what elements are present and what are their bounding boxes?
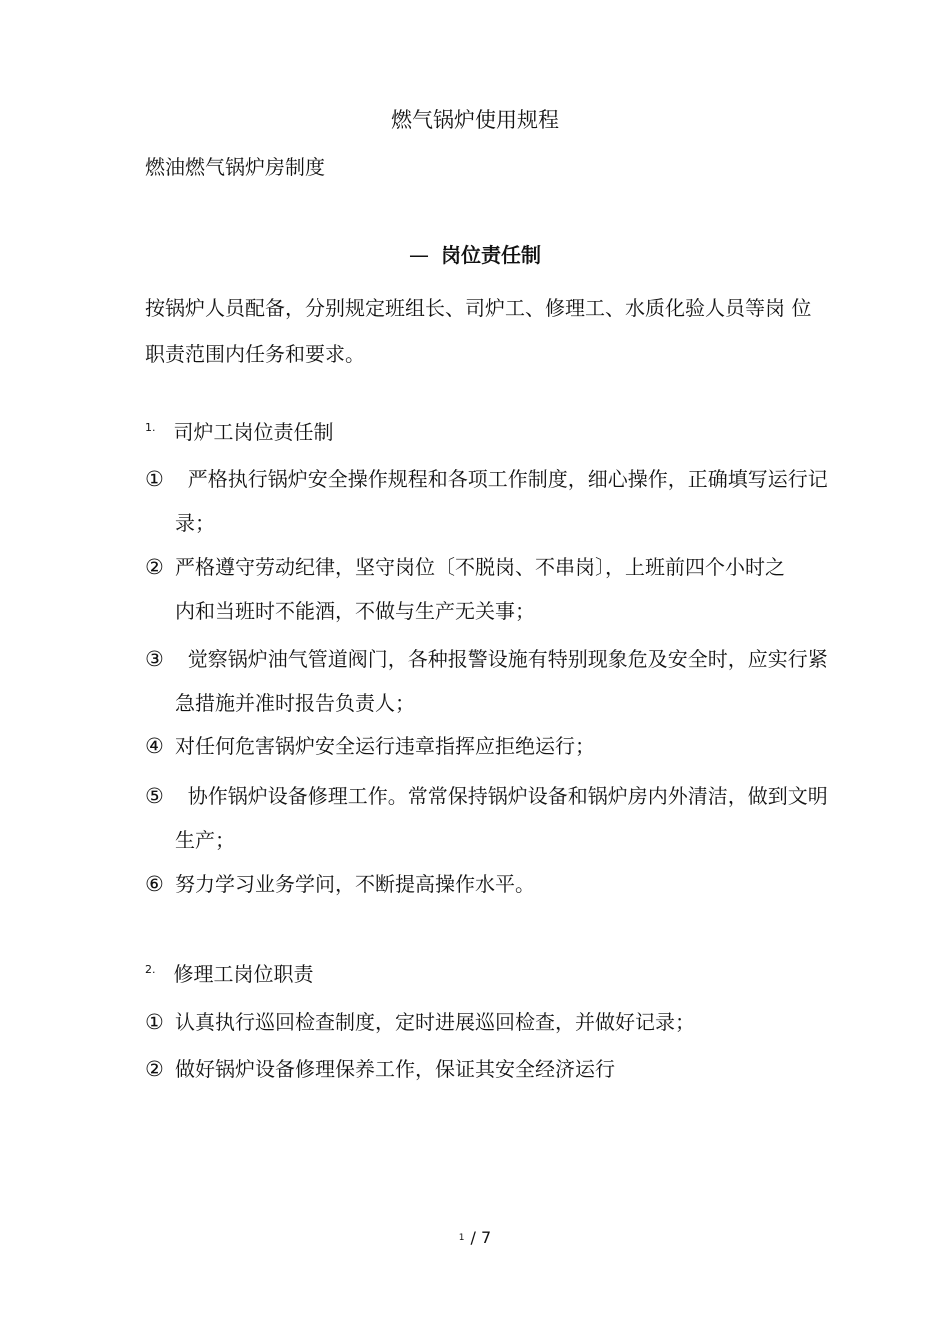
item-marker: ⑥	[145, 872, 164, 896]
section-heading-text: 岗位责任制	[441, 243, 541, 267]
total-pages: 7	[481, 1228, 492, 1247]
section-heading	[0, 241, 950, 269]
item-text: 协作锅炉设备修理工作。常常保持锅炉设备和锅炉房内外清洁，做到文明	[175, 784, 828, 808]
item-text: 对任何危害锅炉安全运行违章指挥应拒绝运行；	[175, 734, 595, 758]
item-marker: ②	[145, 555, 164, 579]
item-text-cont: 生产；	[175, 828, 235, 852]
current-page: 1	[458, 1233, 465, 1243]
part1-number: 1.	[145, 421, 156, 434]
item-text-cont: 内和当班时不能酒，不做与生产无关事；	[175, 599, 535, 623]
part2-heading	[145, 960, 314, 988]
intro-paragraph	[145, 285, 825, 377]
item-text: 觉察锅炉油气管道阀门，各种报警设施有特别现象危及安全时，应实行紧	[175, 647, 828, 671]
list-item	[145, 637, 828, 725]
item-marker: ③	[145, 647, 164, 671]
item-text: 做好锅炉设备修理保养工作，保证其安全经济运行	[175, 1057, 615, 1081]
item-text: 严格遵守劳动纪律，坚守岗位〔不脱岗、不串岗〕，上班前四个小时之	[175, 555, 785, 579]
section-dash: —	[409, 243, 429, 267]
item-marker: ⑤	[145, 784, 164, 808]
document-subtitle: 燃油燃气锅炉房制度	[145, 155, 325, 179]
list-item	[145, 724, 825, 768]
item-marker: ②	[145, 1057, 164, 1081]
document-title: 燃气锅炉使用规程	[391, 108, 559, 132]
intro-line: 按锅炉人员配备，分别规定班组长、司炉工、修理工、水质化验人员等岗 位	[145, 296, 812, 320]
item-text: 严格执行锅炉安全操作规程和各项工作制度，细心操作，正确填写运行记	[175, 467, 828, 491]
part2-title: 修理工岗位职责	[173, 962, 314, 986]
page-number	[0, 1228, 950, 1248]
item-text-cont: 急措施并准时报告负责人；	[175, 691, 415, 715]
part2-number: 2.	[145, 963, 156, 976]
list-item	[145, 1047, 825, 1091]
item-marker: ①	[145, 467, 164, 491]
list-item	[145, 1000, 825, 1044]
list-item	[145, 545, 825, 633]
item-text: 认真执行巡回检查制度，定时进展巡回检查，并做好记录；	[175, 1010, 695, 1034]
item-marker: ④	[145, 734, 164, 758]
page-separator: /	[470, 1228, 476, 1247]
list-item	[145, 457, 828, 545]
part1-heading	[145, 418, 334, 446]
list-item	[145, 862, 825, 906]
part1-title: 司炉工岗位责任制	[173, 420, 334, 444]
list-item	[145, 774, 828, 862]
item-marker: ①	[145, 1010, 164, 1034]
item-text-cont: 录；	[175, 511, 215, 535]
item-text: 努力学习业务学问，不断提高操作水平。	[175, 872, 535, 896]
intro-line: 职责范围内任务和要求。	[145, 342, 365, 366]
